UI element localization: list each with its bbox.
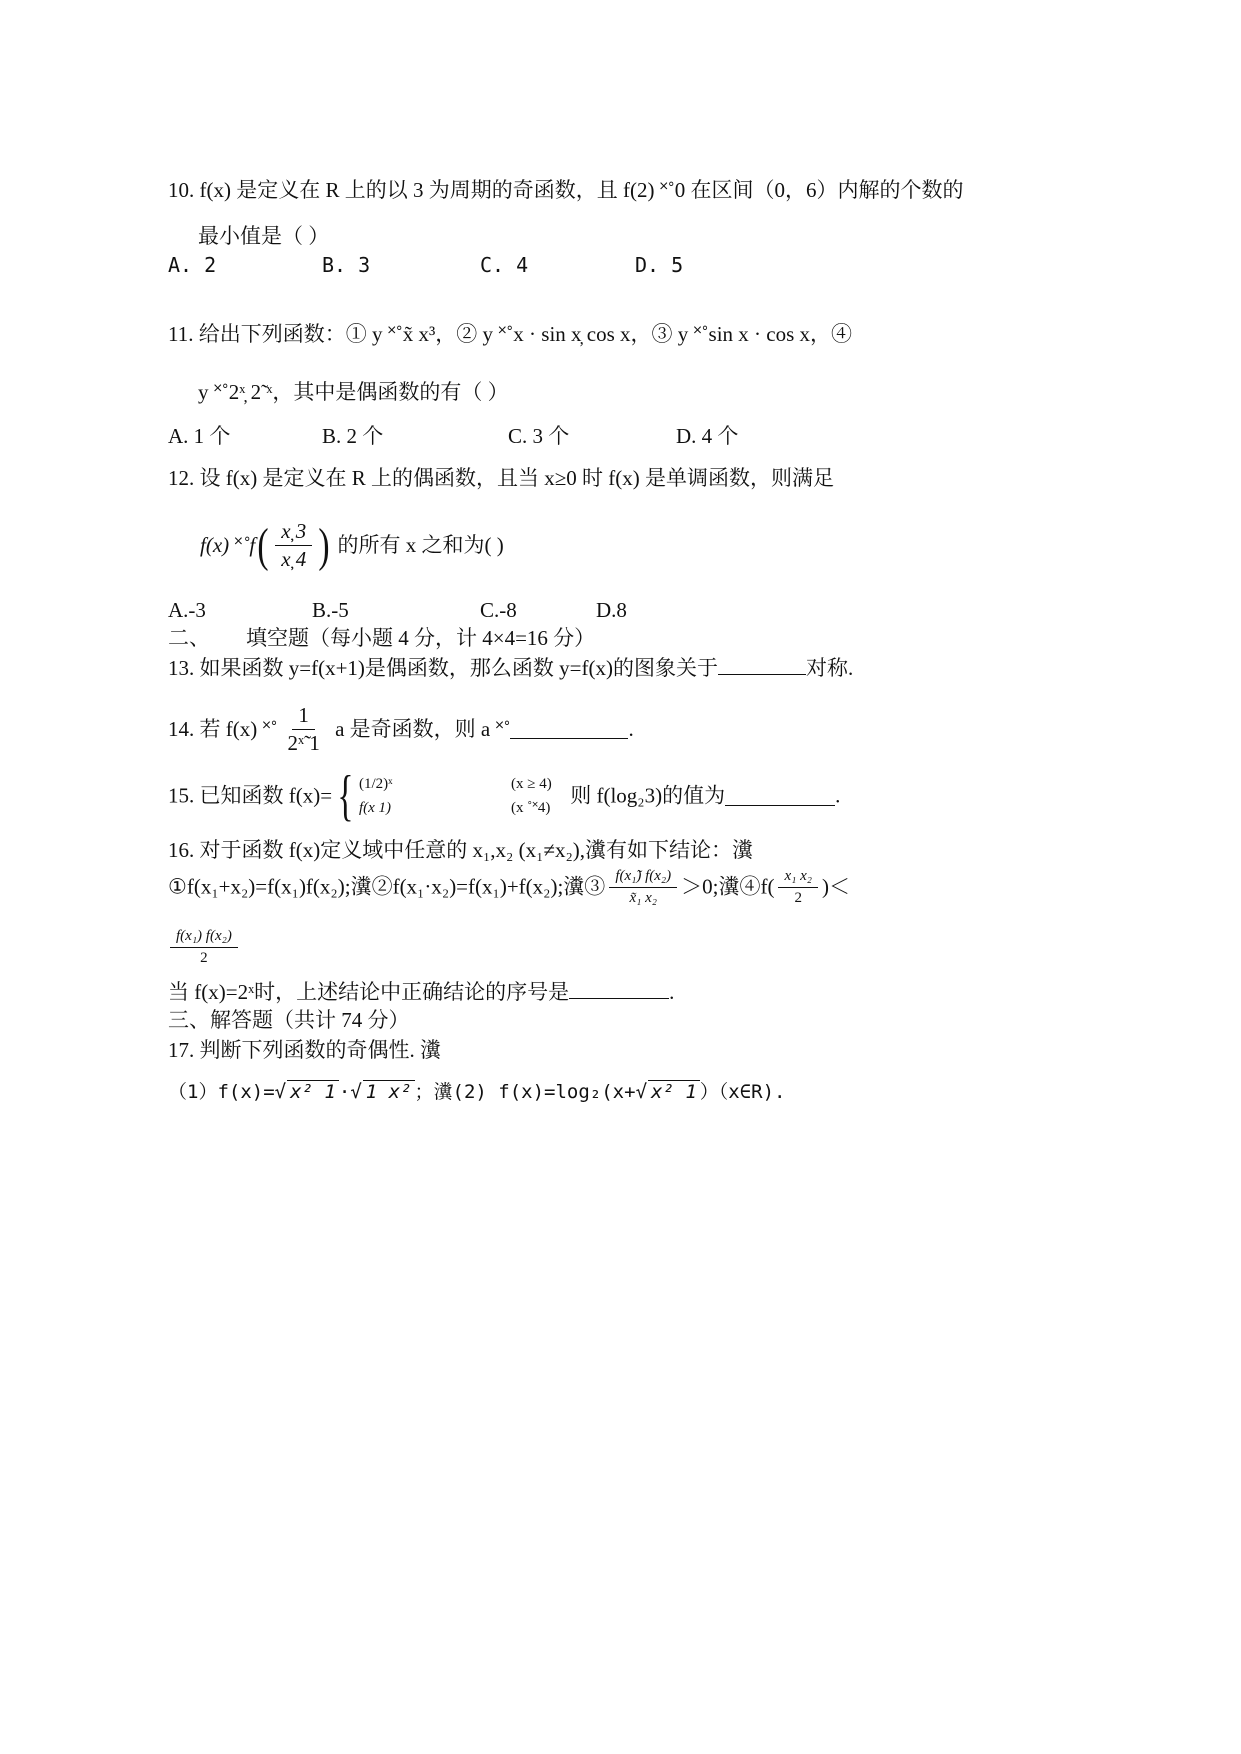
q12-expr-left: f(x) ˟˚f	[200, 533, 256, 557]
section2-label: 二、	[168, 626, 210, 650]
left-brace: {	[337, 765, 354, 827]
q17-sqrt3: x² 1	[648, 1080, 700, 1104]
left-paren: (	[257, 518, 269, 572]
sqrt-sign-icon: √	[274, 1081, 287, 1103]
q13-line	[168, 656, 853, 681]
q16-fraction-3	[609, 868, 677, 906]
q10-line1: 10. f(x) 是定义在 R 上的以 3 为周期的奇函数，且 f(2) ˟˚0 在区间（0，6）内解的个数的	[168, 178, 964, 202]
q11-option-d: D. 4 个	[676, 424, 739, 448]
q14-text: 14. 若 f(x) ˟˚	[168, 717, 278, 741]
q16-line3	[166, 928, 242, 966]
q14-frac-num: 1	[292, 704, 315, 730]
q15-text-after: .	[835, 783, 841, 808]
q16-frac4-den: 2	[794, 889, 802, 906]
section2-title: 填空题（每小题 4 分，计 4×4=16 分）	[246, 626, 596, 650]
q15-text-mid: 则 f(log₂3)的值为	[570, 783, 726, 808]
q15-piece2-cond: (x ˚˟4)	[510, 800, 551, 816]
q13-answer-blank[interactable]	[718, 656, 806, 675]
q17-text-b: ；瀵(2) f(x)=log₂(x+	[414, 1081, 636, 1103]
q16-frac3-den: x̃₁ x₂	[629, 889, 657, 906]
q11-option-c: C. 3 个	[508, 424, 570, 448]
q14-text-mid: a 是奇函数，则 a ˟˚	[329, 717, 511, 741]
q14-answer-blank[interactable]	[510, 720, 628, 739]
q16-text-b: ＞0;瀵④f(	[681, 874, 775, 899]
q11-option-b: B. 2 个	[322, 424, 384, 448]
q15-piece2-expr: f(x 1)	[358, 800, 392, 816]
q12-option-a: A.-3	[168, 598, 206, 622]
q15-text: 15. 已知函数 f(x)=	[168, 783, 333, 808]
q15-piece1-expr: (1/2)ˣ	[358, 776, 393, 792]
q15-conditions	[511, 772, 565, 820]
q11-line2: y ˟˚2ˣ̦ 2̃ ˣ，其中是偶函数的有（ ）	[198, 380, 509, 404]
sqrt-sign-icon: √	[635, 1081, 648, 1103]
q16-frac5-den: 2	[200, 949, 208, 966]
q10-line2: 最小值是（ ）	[198, 224, 330, 248]
q17-sqrt1: x² 1	[287, 1080, 339, 1104]
q16-frac4-num: x₁ x₂	[778, 868, 818, 888]
q17-line2	[168, 1080, 785, 1104]
q16-line1: 16. 对于函数 f(x)定义域中任意的 x₁,x₂ (x₁≠x₂),瀵有如下结论：瀵	[168, 838, 754, 862]
q11-option-a: A. 1 个	[168, 424, 231, 448]
q16-line4	[168, 980, 674, 1005]
q15-answer-blank[interactable]	[725, 787, 835, 806]
q12-fraction	[275, 520, 312, 571]
q15-line	[168, 765, 841, 827]
q12-option-d: D.8	[596, 598, 627, 622]
sqrt-sign-icon: √	[350, 1081, 362, 1103]
q11-line1: 11. 给出下列函数：① y ˟˚x̃ x³，② y ˟˚x · sin x̦ cos x，③ y ˟˚sin x · cos x，④	[168, 322, 853, 346]
q16-answer-blank[interactable]	[569, 980, 669, 999]
q10-option-d: D. 5	[635, 253, 684, 277]
q16-text-a: ①f(x₁+x₂)=f(x₁)f(x₂);瀵②f(x₁·x₂)=f(x₁)+f(x₂);瀵③	[168, 874, 606, 899]
q10-option-a: A. 2	[168, 253, 217, 277]
q14-line	[168, 704, 634, 755]
q12-line1: 12. 设 f(x) 是定义在 R 上的偶函数，且当 x≥0 时 f(x) 是单调函数，则满足	[168, 466, 834, 490]
q17-text-a: （1）f(x)=	[168, 1081, 275, 1103]
q16-frac5-num: f(x₁) f(x₂)	[170, 928, 238, 948]
q12-expr-right: 的所有 x 之和为( )	[337, 533, 504, 557]
q12-option-b: B.-5	[312, 598, 349, 622]
q17-line1: 17. 判断下列函数的奇偶性. 瀵	[168, 1038, 441, 1062]
q13-text: 13. 如果函数 y=f(x+1)是偶函数，那么函数 y=f(x)的图象关于	[168, 656, 718, 680]
section3-title: 三、解答题（共计 74 分）	[168, 1008, 410, 1032]
q16-text-final: 当 f(x)=2ˣ时，上述结论中正确结论的序号是	[168, 980, 570, 1004]
q16-fraction-5	[170, 928, 238, 966]
q13-text-after: 对称.	[806, 656, 854, 680]
q16-fraction-4	[778, 868, 818, 906]
q16-text-c: )＜	[821, 874, 850, 899]
q16-frac3-num: f(x₁̃) f(x₂)	[609, 868, 677, 888]
q12-equation	[200, 520, 504, 571]
q16-text-final-after: .	[669, 980, 675, 1004]
q10-option-c: C. 4	[480, 253, 529, 277]
q12-frac-den: x̦ 4	[281, 547, 307, 572]
right-paren: )	[318, 518, 330, 572]
q16-line2	[168, 868, 850, 906]
q14-frac-den: 2ˣ̃ 1	[287, 731, 320, 756]
q17-text-c: ）（x∈R).	[699, 1081, 786, 1103]
q15-piecewise	[359, 772, 511, 820]
q17-dot: ·	[338, 1081, 351, 1103]
q12-option-c: C.-8	[480, 598, 517, 622]
q14-text-after: .	[628, 717, 634, 741]
q15-piece1-cond: (x ≥ 4)	[510, 776, 552, 792]
q12-frac-num: x̦ 3	[275, 520, 312, 546]
q14-fraction	[282, 704, 326, 755]
q17-sqrt2: 1 x²	[363, 1080, 415, 1104]
q10-option-b: B. 3	[322, 253, 371, 277]
